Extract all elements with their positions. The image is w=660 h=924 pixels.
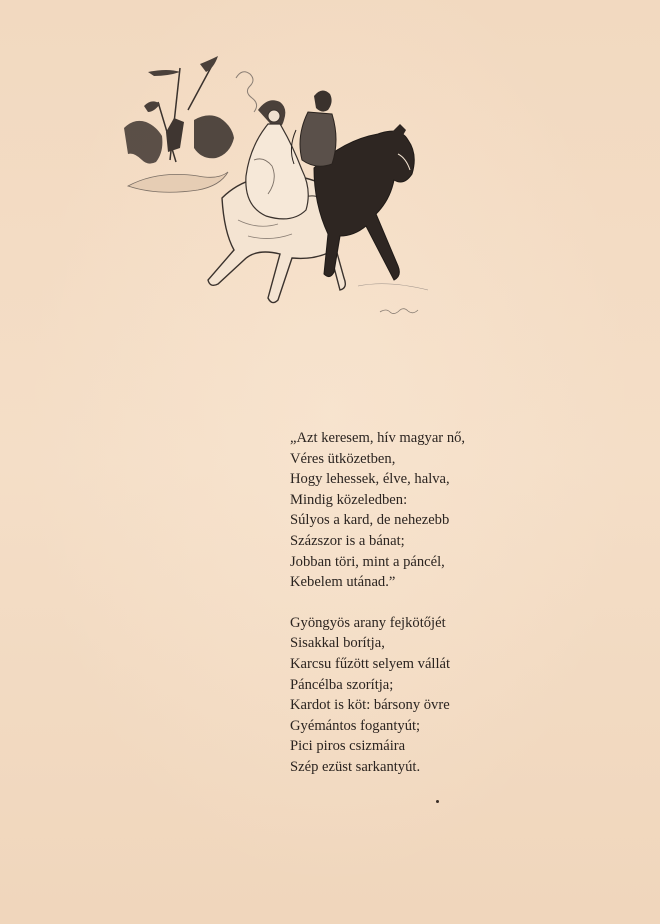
poem-line: Súlyos a kard, de nehezebb [290, 512, 450, 529]
ground-spray [128, 172, 228, 192]
poem-line: Hogy lehessek, élve, halva, [290, 471, 450, 488]
poem-line: Sisakkal borítja, [290, 635, 385, 652]
background-riders [124, 115, 234, 163]
armored-rider [291, 90, 336, 166]
poem-line: Gyémántos fogantyút; [290, 717, 421, 734]
woman-rider [246, 100, 308, 219]
poem-line: Mindig közeledben: [290, 491, 408, 508]
poem [290, 428, 590, 778]
poem-line: Jobban töri, mint a páncél, [290, 553, 445, 570]
poem-line: „Azt keresem, hív magyar nő, [290, 430, 466, 446]
stanza-1 [290, 428, 590, 593]
artist-signature [380, 309, 418, 314]
poem-line: Szép ezüst sarkantyút. [290, 758, 421, 775]
poem-line: Kardot is köt: bársony övre [290, 697, 450, 714]
dust-shading [358, 284, 428, 290]
poem-line: Kebelem utánad.” [290, 574, 396, 591]
poem-line: Gyöngyös arany fejkötőjét [290, 614, 446, 631]
riders-illustration [118, 50, 458, 330]
poem-line: Karcsu fűzött selyem vállát [290, 655, 451, 672]
smoke [236, 72, 257, 112]
poem-line: Pici piros csizmáira [290, 738, 406, 755]
banner-flags [144, 56, 218, 112]
stanza-2 [290, 613, 590, 778]
paper-speck [436, 800, 439, 803]
poem-line: Véres ütközetben, [290, 450, 396, 467]
poem-line: Százszor is a bánat; [290, 532, 405, 549]
poem-line: Páncélba szorítja; [290, 676, 394, 693]
